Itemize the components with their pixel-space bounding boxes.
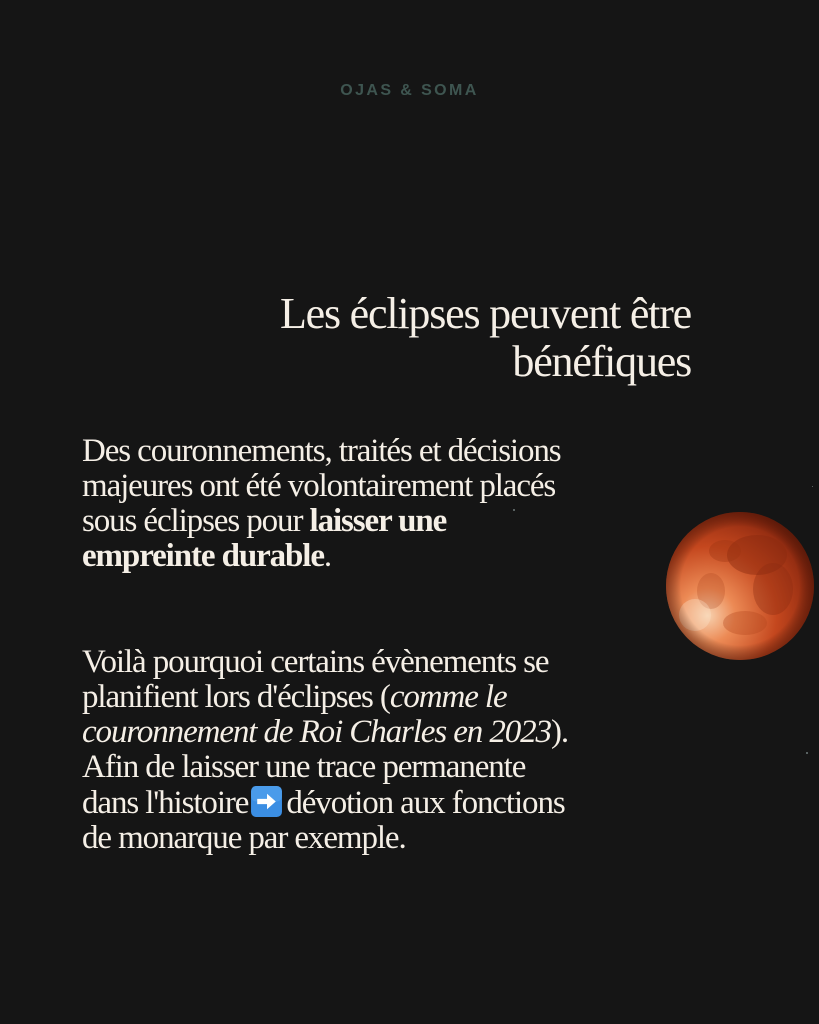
paragraph-line: Afin de laisser une trace permanente [82,749,526,785]
paragraph-line [82,715,682,750]
star-dot [806,752,808,754]
paragraph-line: Des couronnements, traités et décisions [82,433,561,469]
paragraph-line [82,504,682,539]
paragraph-line: Voilà pourquoi certains évènements se [82,644,549,680]
emphasis-text: laisser une [309,503,447,539]
paragraph-text: . [323,538,332,574]
paragraph-line [82,680,682,715]
paragraph-text: sous éclipses pour [82,503,310,539]
slide-title [131,290,691,386]
paragraph-line: majeures ont été volontairement placés [82,468,556,504]
blood-moon-icon [665,511,815,661]
paragraph-coronations [82,434,682,574]
brand-name: OJAS & SOMA [340,82,479,99]
paragraph-text: dans l'histoire [82,785,249,821]
star-dot [513,509,515,511]
star-dot [812,486,813,487]
italic-text: couronnement de Roi Charles en 2023 [82,714,551,750]
emphasis-text: empreinte durable [82,538,324,574]
paragraph-line [82,785,682,821]
right-arrow-emoji-icon [250,785,283,818]
paragraph-text: ). [550,714,568,750]
paragraph-text: planifient lors d'éclipses ( [82,679,390,715]
italic-text: comme le [389,679,507,715]
paragraph-text: dévotion aux fonctions [286,785,565,821]
paragraph-line: de monarque par exemple. [82,820,406,856]
paragraph-line [82,539,682,574]
title-line-1: Les éclipses peuvent être [279,289,691,338]
title-line-2: bénéfiques [512,337,691,386]
paragraph-events [82,645,682,856]
